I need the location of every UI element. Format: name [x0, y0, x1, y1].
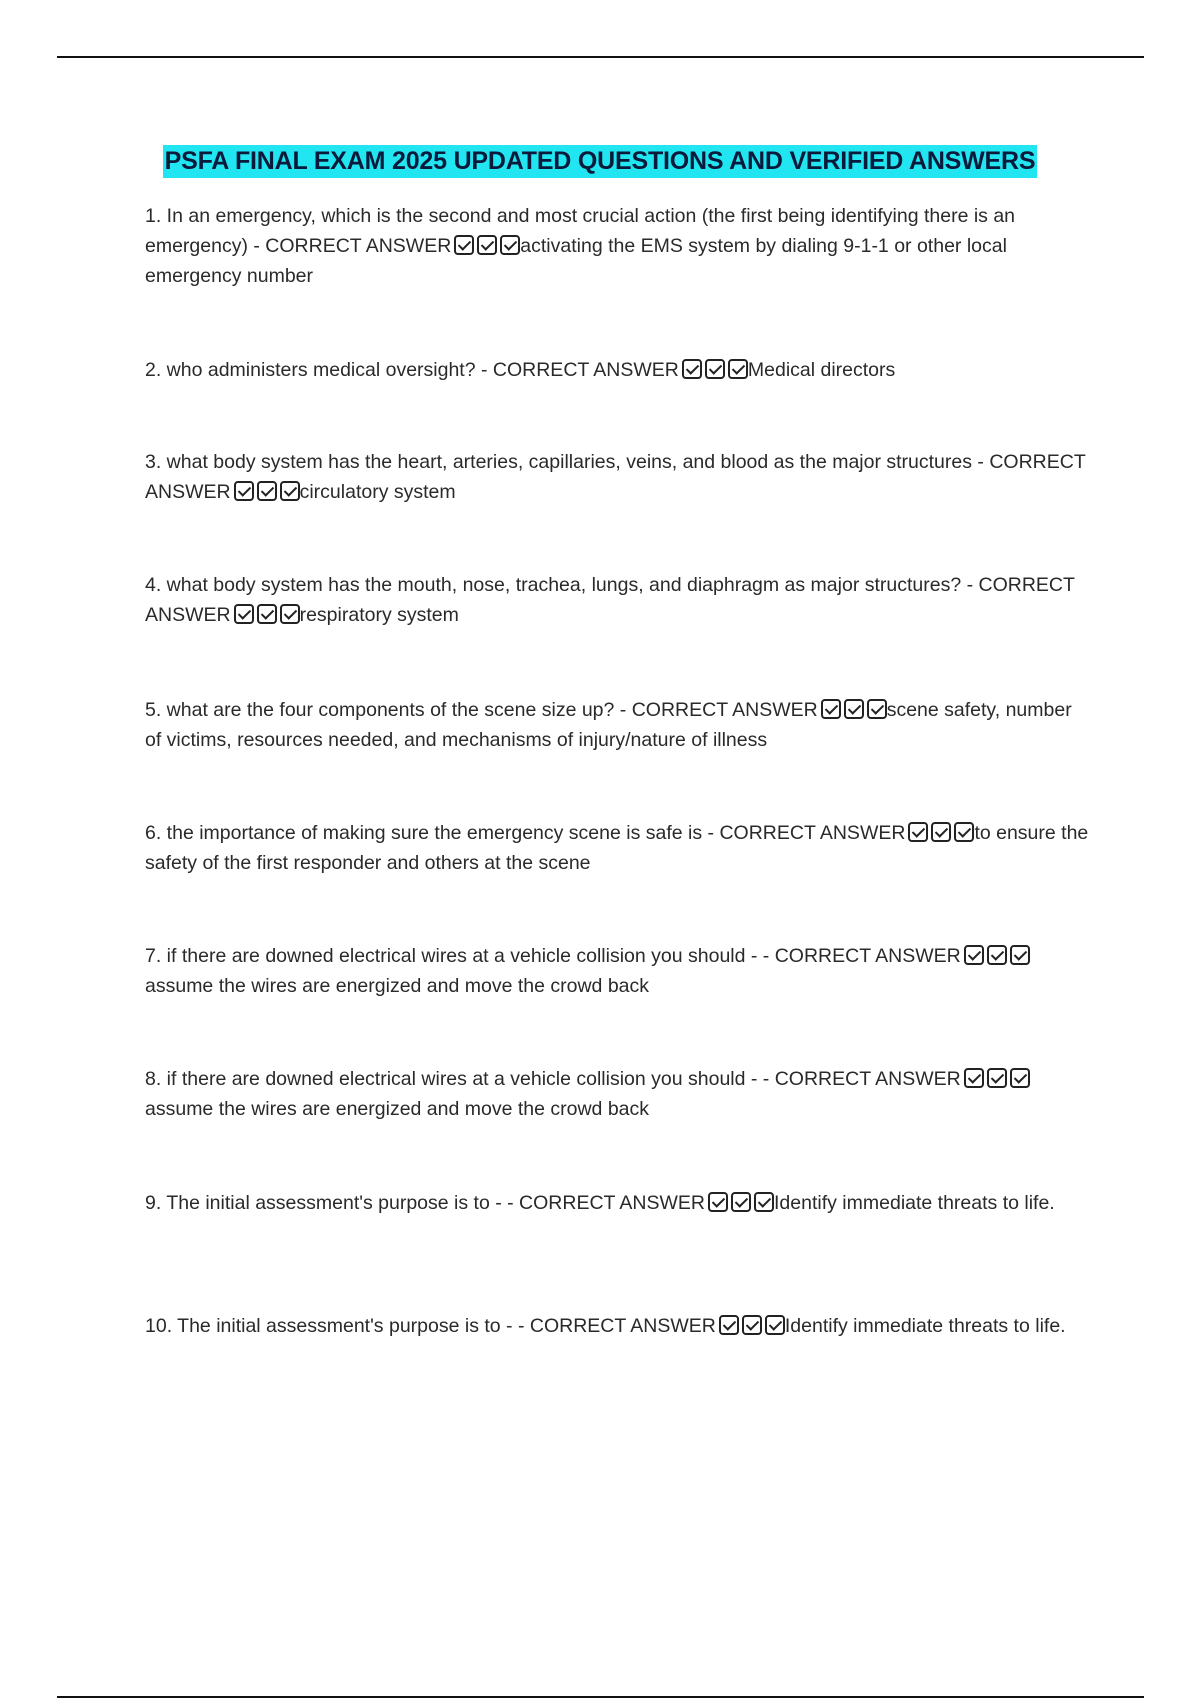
checkbox-checked-icon [477, 235, 497, 255]
answer-text: to ensure the safety of the first responder and others at the scene [145, 822, 1089, 874]
checkbox-checked-icon [987, 1068, 1007, 1088]
question-text: 10. The initial assessment's purpose is to - - CORRECT ANSWER [145, 1315, 716, 1337]
checkbox-checked-icon [257, 481, 277, 501]
question-text: 6. the importance of making sure the emergency scene is safe is - CORRECT ANSWER [145, 822, 906, 844]
checkbox-checked-icon [987, 945, 1007, 965]
question-item [145, 447, 1090, 507]
checkbox-checked-icon [257, 604, 277, 624]
checkbox-checked-icon [728, 359, 748, 379]
checkbox-checked-icon [280, 604, 300, 624]
question-text: 4. what body system has the mouth, nose, trachea, lungs, and diaphragm as major structures? - CORRECT ANSWER [145, 574, 1075, 626]
answer-text: scene safety, number of victims, resources needed, and mechanisms of injury/nature of illness [145, 699, 1072, 751]
checkbox-checked-icon [708, 1192, 728, 1212]
checkbox-checked-icon [234, 604, 254, 624]
question-item [145, 941, 1090, 1001]
answer-text: Identify immediate threats to life. [774, 1192, 1055, 1214]
checkbox-checked-icon [500, 235, 520, 255]
checkbox-checked-icon [765, 1315, 785, 1335]
checkbox-checked-icon [280, 481, 300, 501]
question-text: 7. if there are downed electrical wires at a vehicle collision you should - - CORRECT ANSWER [145, 945, 961, 967]
question-text: 3. what body system has the heart, arteries, capillaries, veins, and blood as the major structures - CORRECT ANSWER [145, 451, 1086, 503]
question-item [145, 1311, 1090, 1341]
checkbox-checked-icon [705, 359, 725, 379]
checkbox-checked-icon [682, 359, 702, 379]
checkbox-checked-icon [719, 1315, 739, 1335]
title-wrap [0, 145, 1200, 178]
checkbox-checked-icon [742, 1315, 762, 1335]
top-rule [57, 56, 1144, 58]
bottom-rule [57, 1696, 1144, 1698]
question-text: 1. In an emergency, which is the second and most crucial action (the first being identifying there is an emergency) - CORRECT ANSWER [145, 205, 1016, 257]
question-text: 5. what are the four components of the scene size up? - CORRECT ANSWER [145, 699, 818, 721]
answer-text: activating the EMS system by dialing 9-1-1 or other local emergency number [145, 235, 1007, 287]
checkbox-checked-icon [931, 822, 951, 842]
checkbox-checked-icon [1010, 945, 1030, 965]
question-item [145, 570, 1090, 630]
checkbox-checked-icon [908, 822, 928, 842]
question-item [145, 355, 1090, 385]
checkbox-checked-icon [844, 699, 864, 719]
question-item [145, 695, 1090, 755]
page-title: PSFA FINAL EXAM 2025 UPDATED QUESTIONS AND VERIFIED ANSWERS [163, 145, 1038, 178]
answer-text: circulatory system [299, 481, 456, 503]
answer-text: Medical directors [747, 359, 896, 381]
checkbox-checked-icon [754, 1192, 774, 1212]
checkbox-checked-icon [234, 481, 254, 501]
question-text: 8. if there are downed electrical wires at a vehicle collision you should - - CORRECT ANSWER [145, 1068, 961, 1090]
answer-text: assume the wires are energized and move the crowd back [145, 1098, 650, 1120]
checkbox-checked-icon [454, 235, 474, 255]
checkbox-checked-icon [954, 822, 974, 842]
checkbox-checked-icon [821, 699, 841, 719]
question-text: 2. who administers medical oversight? - CORRECT ANSWER [145, 359, 679, 381]
checkbox-checked-icon [1010, 1068, 1030, 1088]
question-item [145, 201, 1090, 291]
question-item [145, 818, 1090, 878]
answer-text: Identify immediate threats to life. [784, 1315, 1066, 1337]
checkbox-checked-icon [867, 699, 887, 719]
question-text: 9. The initial assessment's purpose is to - - CORRECT ANSWER [145, 1192, 706, 1214]
answer-text: respiratory system [299, 604, 459, 626]
question-item [145, 1064, 1090, 1124]
answer-text: assume the wires are energized and move the crowd back [145, 975, 650, 997]
checkbox-checked-icon [964, 1068, 984, 1088]
checkbox-checked-icon [964, 945, 984, 965]
question-item [145, 1188, 1090, 1218]
checkbox-checked-icon [731, 1192, 751, 1212]
